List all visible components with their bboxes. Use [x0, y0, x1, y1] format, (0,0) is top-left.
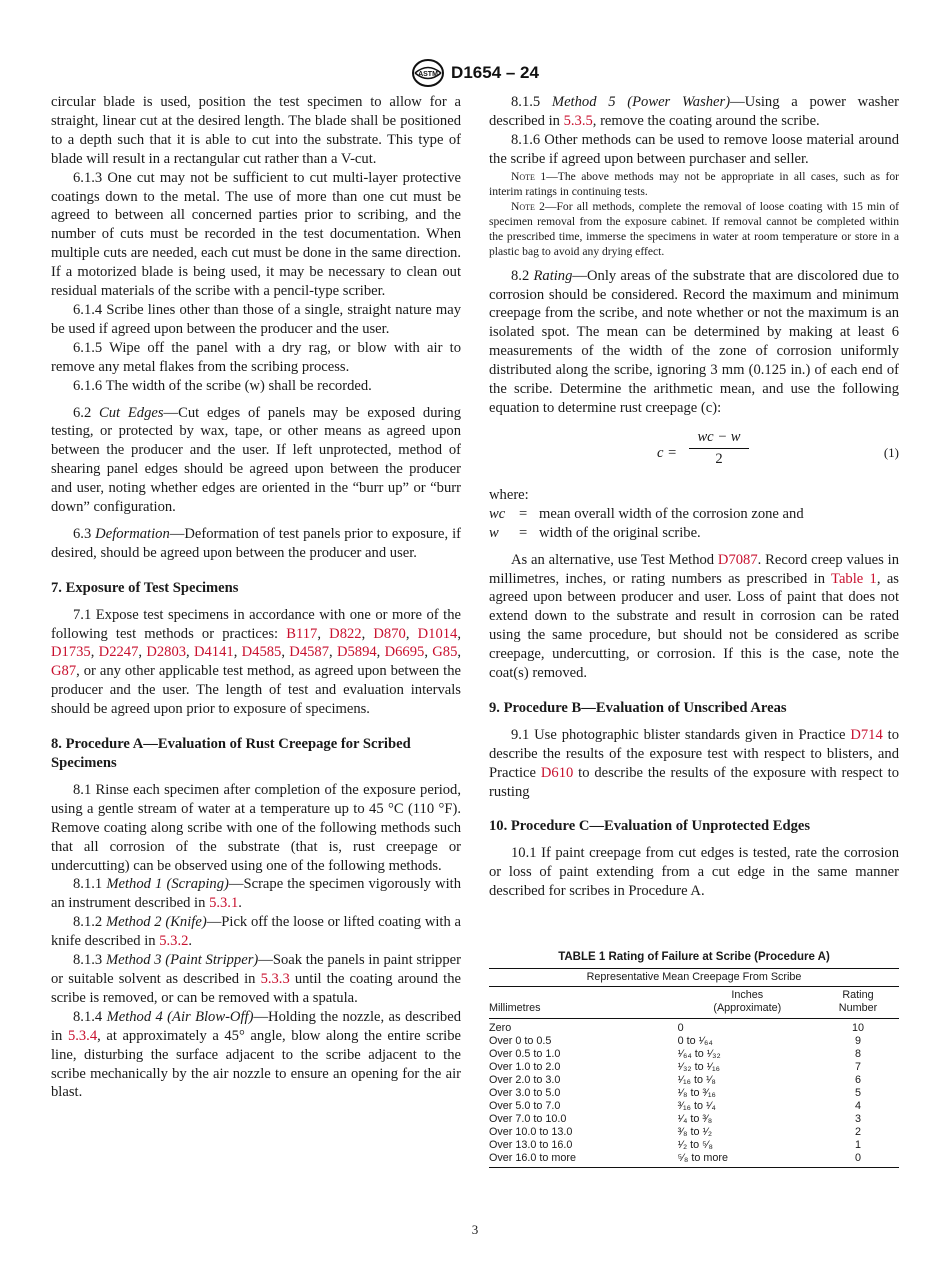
- table-cell-rating: 5: [854, 1087, 861, 1099]
- equation-denominator: 2: [715, 450, 723, 467]
- paragraph-6-1-6: 6.1.6 The width of the scribe (w) shall be recorded.: [73, 377, 372, 394]
- table-cell-inches: ¹⁄₈ to ³⁄₁₆: [677, 1087, 716, 1099]
- table-1-title: TABLE 1 Rating of Failure at Scribe (Procedure A): [558, 951, 830, 963]
- table-cell-inches: 0: [677, 1022, 684, 1034]
- paragraph-6-3: 6.3 Deformation—Deformation of test panels prior to exposure, if desired, should be agreed upon between the producer and user.: [51, 525, 461, 561]
- equation-number: (1): [883, 444, 899, 460]
- left-column: [51, 93, 461, 1102]
- table-span-header: Representative Mean Creepage From Scribe: [489, 969, 899, 987]
- right-column: [489, 93, 899, 901]
- table-cell-rating: 2: [854, 1126, 861, 1138]
- ref-d1014[interactable]: D1014: [417, 625, 458, 642]
- ref-d6695[interactable]: D6695: [384, 644, 425, 661]
- paragraph-8-2: 8.2 Rating—Only areas of the substrate that are discolored due to corrosion should be considered. Record the maximum and minimum creepage from the scribe, and note whether or not the maximum is an isolated spot. The mean can be determined by making at least 6 measurements of the width of the zone of corrosion uniformly distributed along the scribe, ignoring 3 mm (0.125 in.) of each end of the scribe. Determine the arithmetic mean, and use the following equation to determine rust creepage (c):: [489, 267, 899, 416]
- table-row: [489, 1019, 899, 1036]
- paragraph-6-1-4: 6.1.4 Scribe lines other than those of a single, straight nature may be used if agreed upon between the producer and the user.: [51, 301, 461, 337]
- ref-d2247[interactable]: D2247: [98, 644, 139, 661]
- ref-d4587[interactable]: D4587: [289, 644, 330, 661]
- table-row: [489, 1139, 899, 1152]
- equation-fraction: [689, 428, 749, 469]
- ref-d610[interactable]: D610: [540, 764, 574, 781]
- ref-d870[interactable]: D870: [373, 625, 406, 642]
- table-cell-mm: Over 10.0 to 13.0: [489, 1126, 573, 1138]
- page-header: [0, 58, 950, 93]
- paragraph-8-1-2: 8.1.2 Method 2 (Knife)—Pick off the loose or lifted coating with a knife described in 5.3.2.: [51, 914, 461, 950]
- paragraph-6-1-3: 6.1.3 One cut may not be sufficient to cut multi-layer protective coatings down to the metal. The use of more than one cut must be agreed to between all concerned parties prior to scribing, and the number of cuts must be recorded in the test documentation. When multiple cuts are needed, each cut must be done in the same direction. If a motorized blade is being used, it may be necessary to clean out residual materials of the scribe with a pencil-type scriber.: [51, 169, 461, 300]
- table-cell-mm: Over 0 to 0.5: [489, 1035, 552, 1047]
- section-10-heading: 10. Procedure C—Evaluation of Unprotected Edges: [489, 818, 811, 835]
- table-cell-inches: ¹⁄₁₆ to ¹⁄₈: [677, 1074, 716, 1086]
- table-cell-rating: 9: [854, 1035, 861, 1047]
- table-cell-rating: 0: [817, 1152, 899, 1168]
- ref-d1735[interactable]: D1735: [51, 644, 91, 661]
- paragraph-7-1: 7.1 Expose test specimens in accordance with one or more of the following test methods or practices: B117, D822, D870, D1014, D1735, D2247, D2803, D4141, D4585, D4587, D5894, D6695, G85, G87, or any other applicable test method, as agreed upon between the producer and the user. The length of test and evaluation intervals should be agreed upon prior to exposure of specimens.: [51, 606, 462, 718]
- equation-numerator: wc − w: [689, 428, 749, 449]
- table-row: [489, 1100, 899, 1113]
- ref-5-3-1[interactable]: 5.3.1: [209, 895, 239, 912]
- table-cell-mm: Over 16.0 to more: [489, 1152, 678, 1168]
- paragraph-9-1: 9.1 Use photographic blister standards given in Practice D714 to describe the results of the exposure test with respect to blisters, and Practice D610 to describe the results of the exposure with respect to rusting: [489, 726, 899, 800]
- equation-lhs: c =: [657, 444, 677, 461]
- table-row: [489, 1061, 899, 1074]
- table-cell-mm: Over 0.5 to 1.0: [489, 1048, 561, 1060]
- table-cell-inches: ¹⁄₆₄ to ¹⁄₃₂: [677, 1048, 721, 1060]
- table-cell-inches: ¹⁄₂ to ⁵⁄₈: [677, 1139, 713, 1151]
- ref-g85[interactable]: G85: [432, 644, 458, 661]
- table-row: [489, 1113, 899, 1126]
- table-cell-rating: 3: [854, 1113, 861, 1125]
- paragraph-8-1-3: 8.1.3 Method 3 (Paint Stripper)—Soak the panels in paint stripper or suitable solvent as described in 5.3.3 until the coating around the scribe is removed, or can be removed with a spatula.: [51, 952, 461, 1006]
- astm-logo-icon: [411, 58, 445, 88]
- rating-table: [489, 968, 899, 1168]
- definition-wc: wc = mean overall width of the corrosion zone and: [489, 505, 804, 522]
- ref-b117[interactable]: B117: [286, 625, 318, 642]
- table-cell-inches: ³⁄₁₆ to ¹⁄₄: [677, 1100, 716, 1112]
- ref-d7087[interactable]: D7087: [717, 551, 758, 568]
- cut-edges-title: Cut Edges: [99, 404, 164, 421]
- table-cell-mm: Over 7.0 to 10.0: [489, 1113, 567, 1125]
- ref-5-3-3[interactable]: 5.3.3: [260, 970, 290, 987]
- paragraph-10-1: 10.1 If paint creepage from cut edges is tested, rate the corrosion or loss of paint extending from a cut edge in the same manner described for scribes in Procedure A.: [489, 845, 899, 900]
- table-cell-rating: 4: [854, 1100, 861, 1112]
- table-row: [489, 1087, 899, 1100]
- page-number: 3: [471, 1222, 479, 1237]
- column-header-rating: Rating Number: [817, 987, 899, 1019]
- ref-5-3-4[interactable]: 5.3.4: [67, 1027, 98, 1044]
- table-1: [489, 951, 899, 1168]
- ref-g87[interactable]: G87: [51, 663, 77, 680]
- paragraph-8-1-5: 8.1.5 Method 5 (Power Washer)—Using a power washer described in 5.3.5, remove the coating around the scribe.: [489, 94, 899, 129]
- note-1: Note 1—The above methods may not be appropriate in all cases, such as for interim ratings in continuing tests.: [489, 169, 899, 198]
- table-cell-mm: Over 13.0 to 16.0: [489, 1139, 573, 1151]
- table-row: [489, 1152, 899, 1168]
- table-row: [489, 1074, 899, 1087]
- ref-d2803[interactable]: D2803: [146, 644, 187, 661]
- table-cell-inches: ¹⁄₃₂ to ¹⁄₁₆: [677, 1061, 720, 1073]
- ref-d4585[interactable]: D4585: [241, 644, 282, 661]
- ref-d714[interactable]: D714: [850, 726, 883, 743]
- deformation-title: Deformation: [95, 525, 170, 542]
- where-label: where:: [489, 486, 529, 503]
- paragraph-6-2: 6.2 Cut Edges—Cut edges of panels may be exposed during testing, or protected by wax, tape, or other means as agreed upon between the producer and the user. If left unprotected, method of shearing panel edges should be agreed upon between the producer and user, noting whether edges are oriented in the “burr up” or “burr down” configuration.: [51, 404, 461, 516]
- ref-d5894[interactable]: D5894: [336, 644, 377, 661]
- ref-5-3-5[interactable]: 5.3.5: [563, 112, 593, 129]
- table-cell-mm: Over 3.0 to 5.0: [489, 1087, 561, 1099]
- note-2: Note 2—For all methods, complete the removal of loose coating with 15 min of specimen removal from the exposure cabinet. If removal cannot be completed within the prescribed time, immerse the specimens in water at room temperature or store in a plastic bag to avoid any drying effect.: [489, 199, 899, 258]
- table-cell-inches: 0 to ¹⁄₆₄: [677, 1035, 713, 1047]
- table-cell-inches: ⁵⁄₈ to more: [678, 1152, 817, 1168]
- paragraph-6-1-5: 6.1.5 Wipe off the panel with a dry rag, or blow with air to remove any metal flakes from the scribing process.: [51, 339, 461, 375]
- table-cell-mm: Over 5.0 to 7.0: [489, 1100, 561, 1112]
- table-cell-inches: ¹⁄₄ to ³⁄₈: [677, 1113, 713, 1125]
- table-cell-rating: 10: [851, 1022, 864, 1034]
- column-header-millimetres: Millimetres: [489, 987, 678, 1019]
- table-cell-rating: 1: [854, 1139, 861, 1151]
- document-designation: D1654 – 24: [451, 63, 539, 82]
- section-8-heading: 8. Procedure A—Evaluation of Rust Creepage for Scribed Specimens: [51, 736, 411, 771]
- table-cell-mm: Zero: [489, 1022, 512, 1034]
- table-cell-rating: 7: [854, 1061, 861, 1073]
- definition-w: w = width of the original scribe.: [489, 524, 701, 541]
- table-cell-rating: 6: [854, 1074, 861, 1086]
- ref-d822[interactable]: D822: [329, 625, 362, 642]
- svg-text:ASTM: ASTM: [418, 71, 438, 78]
- column-header-inches: Inches (Approximate): [678, 987, 817, 1019]
- table-cell-rating: 8: [854, 1048, 861, 1060]
- paragraph-8-1-1: 8.1.1 Method 1 (Scraping)—Scrape the specimen vigorously with an instrument described in 5.3.1.: [51, 876, 461, 912]
- ref-5-3-2[interactable]: 5.3.2: [159, 933, 189, 950]
- table-row: [489, 1048, 899, 1061]
- table-cell-mm: Over 2.0 to 3.0: [489, 1074, 561, 1086]
- paragraph-blade-continued: circular blade is used, position the test specimen to allow for a straight, linear cut at the desired length. The blade shall be positioned to a depth such that it is able to cut into the substrate. This type of blade will result in a rectangular cut rather than a V-cut.: [51, 94, 461, 167]
- section-7-heading: 7. Exposure of Test Specimens: [51, 579, 239, 596]
- paragraph-alternative: As an alternative, use Test Method D7087. Record creep values in millimetres, inches, or rating numbers as prescribed in Table 1, as agreed upon between producer and user. Loss of paint that does not extend down to the substrate and result in corrosion can be rated using the same procedure, but should not be considered as scribe creepage, undercutting, or corrosion. If this is the case, note the coat(s) removed.: [489, 551, 900, 682]
- table-row: [489, 1126, 899, 1139]
- section-9-heading: 9. Procedure B—Evaluation of Unscribed Areas: [489, 699, 787, 716]
- table-cell-mm: Over 1.0 to 2.0: [489, 1061, 561, 1073]
- table-row: [489, 1035, 899, 1048]
- equation-1: [489, 426, 899, 480]
- ref-d4141[interactable]: D4141: [193, 644, 234, 661]
- paragraph-8-1-6: 8.1.6 Other methods can be used to remove loose material around the scribe if agreed upon between purchaser and seller.: [489, 131, 899, 167]
- paragraph-8-1: 8.1 Rinse each specimen after completion of the exposure period, using a gentle stream of water at a temperature up to 45 °C (110 °F). Remove coating along scribe with one of the following methods such that all corrosion of the substrate (that is, rust creepage or undercutting) can be observed using one of the following methods.: [51, 781, 461, 874]
- paragraph-8-1-4: 8.1.4 Method 4 (Air Blow-Off)—Holding the nozzle, as described in 5.3.4, at approximately a 45° angle, blow along the entire scribe line, disturbing the surface adjacent to the scribe adjacent to the scribe mechanically by the air nozzle to ensure an opening for the air blast.: [51, 1008, 462, 1101]
- table-cell-inches: ³⁄₈ to ¹⁄₂: [677, 1126, 713, 1138]
- ref-table-1[interactable]: Table 1: [831, 570, 877, 587]
